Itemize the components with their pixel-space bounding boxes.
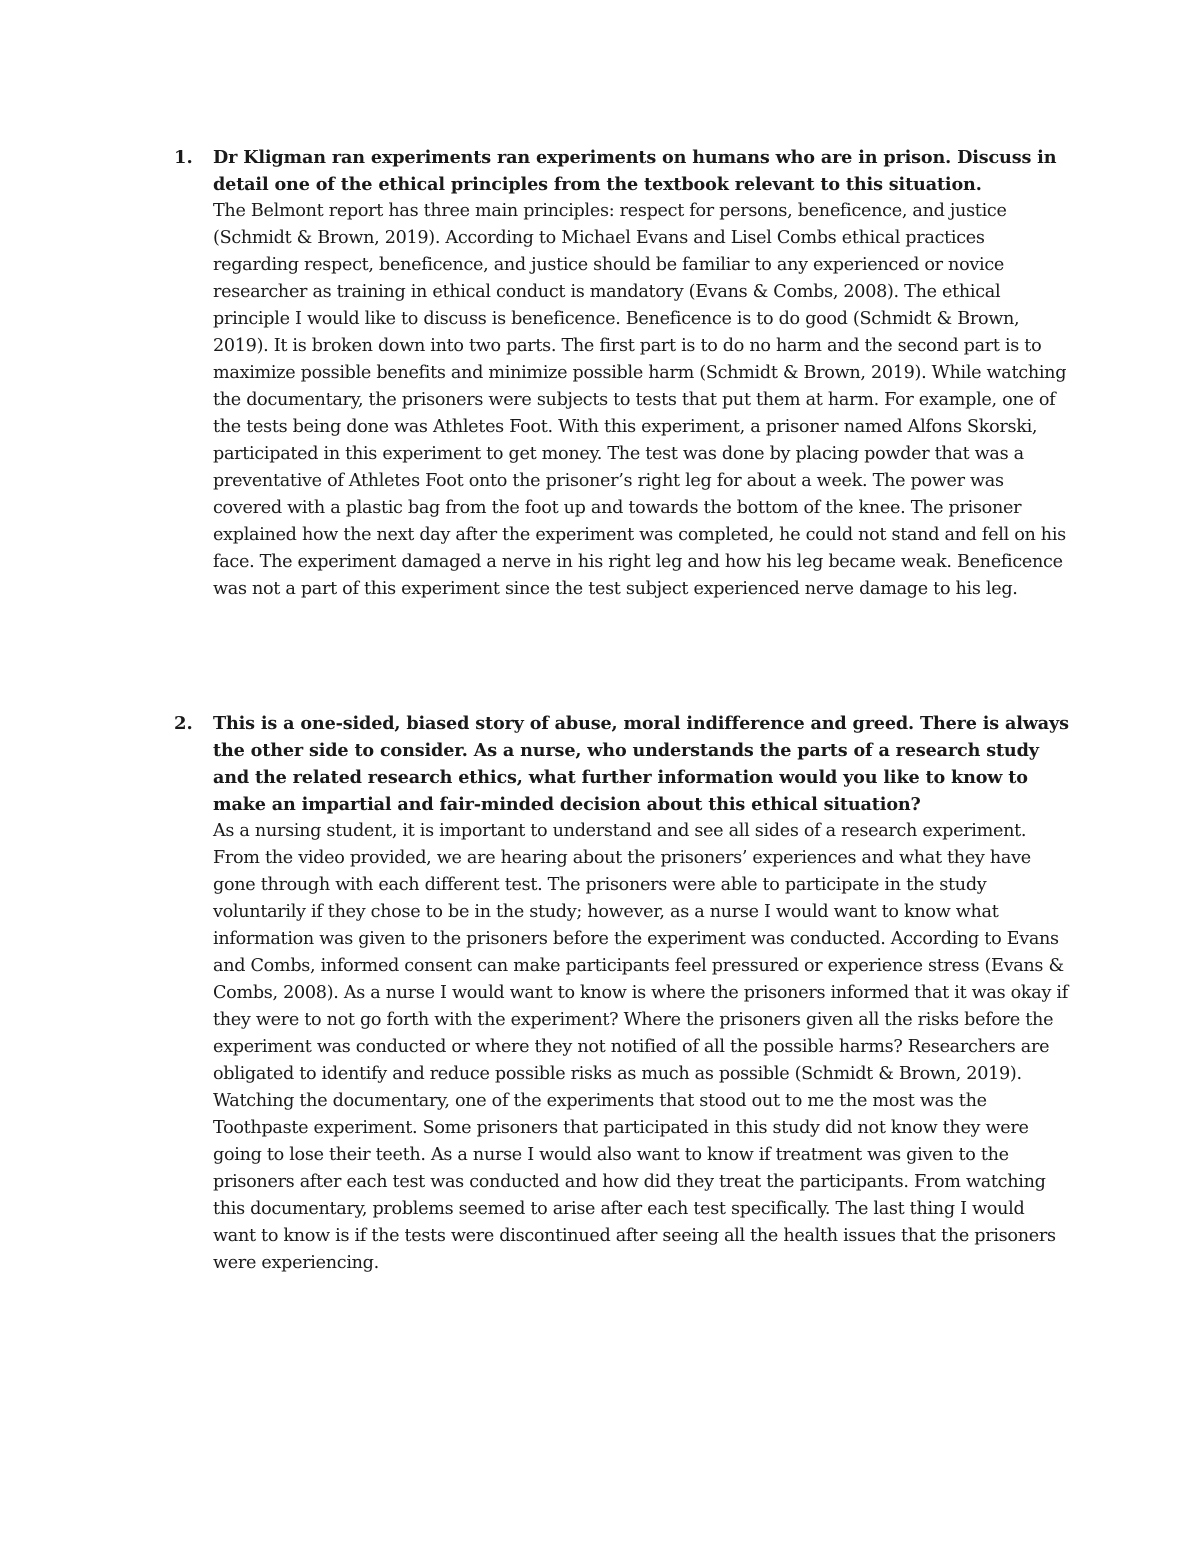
list-item	[172, 710, 1072, 1277]
answer-paragraph: The Belmont report has three main principles: respect for persons, beneficence, and justice (Schmidt & Brown, 2019). According to Michael Evans and Lisel Combs ethical practices regarding respect, beneficence, and justice should be familiar to any experienced or novice researcher as training in ethical conduct is mandatory (Evans & Combs, 2008). The ethical principle I would like to discuss is beneficence. Beneficence is to do good (Schmidt & Brown, 2019). It is broken down into two parts. The first part is to do no harm and the second part is to maximize possible benefits and minimize possible harm (Schmidt & Brown, 2019). While watching the documentary, the prisoners were subjects to tests that put them at harm. For example, one of the tests being done was Athletes Foot. With this experiment, a prisoner named Alfons Skorski, participated in this experiment to get money. The test was done by placing powder that was a preventative of Athletes Foot onto the prisoner’s right leg for about a week. The power was covered with a plastic bag from the foot up and towards the bottom of the knee. The prisoner explained how the next day after the experiment was completed, he could not stand and fell on his face. The experiment damaged a nerve in his right leg and how his leg became weak. Beneficence was not a part of this experiment since the test subject experienced nerve damage to his leg.	[213, 201, 1067, 599]
question-prompt: Dr Kligman ran experiments ran experiments on humans who are in prison. Discuss in detail one of the ethical principles from the textbook relevant to this situation.	[213, 147, 1057, 195]
question-number: 1.	[174, 147, 193, 168]
answer-paragraph: As a nursing student, it is important to understand and see all sides of a research experiment. From the video provided, we are hearing about the prisoners’ experiences and what they have gone through with each different test. The prisoners were able to participate in the study voluntarily if they chose to be in the study; however, as a nurse I would want to know what information was given to the prisoners before the experiment was conducted. According to Evans and Combs, informed consent can make participants feel pressured or experience stress (Evans & Combs, 2008). As a nurse I would want to know is where the prisoners informed that it was okay if they were to not go forth with the experiment? Where the prisoners given all the risks before the experiment was conducted or where they not notified of all the possible harms? Researchers are obligated to identify and reduce possible risks as much as possible (Schmidt & Brown, 2019). Watching the documentary, one of the experiments that stood out to me the most was the Toothpaste experiment. Some prisoners that participated in this study did not know they were going to lose their teeth. As a nurse I would also want to know if treatment was given to the prisoners after each test was conducted and how did they treat the participants. From watching this documentary, problems seemed to arise after each test specifically. The last thing I would want to know is if the tests were discontinued after seeing all the health issues that the prisoners were experiencing.	[213, 821, 1068, 1273]
question-block-1	[172, 144, 1072, 603]
list-item	[172, 144, 1072, 603]
question-prompt: This is a one-sided, biased story of abuse, moral indifference and greed. There is always the other side to consider. As a nurse, who understands the parts of a research study and the related research ethics, what further information would you like to know to make an impartial and fair-minded decision about this ethical situation?	[213, 713, 1069, 815]
question-number: 2.	[174, 713, 193, 734]
question-block-2	[172, 710, 1072, 1277]
